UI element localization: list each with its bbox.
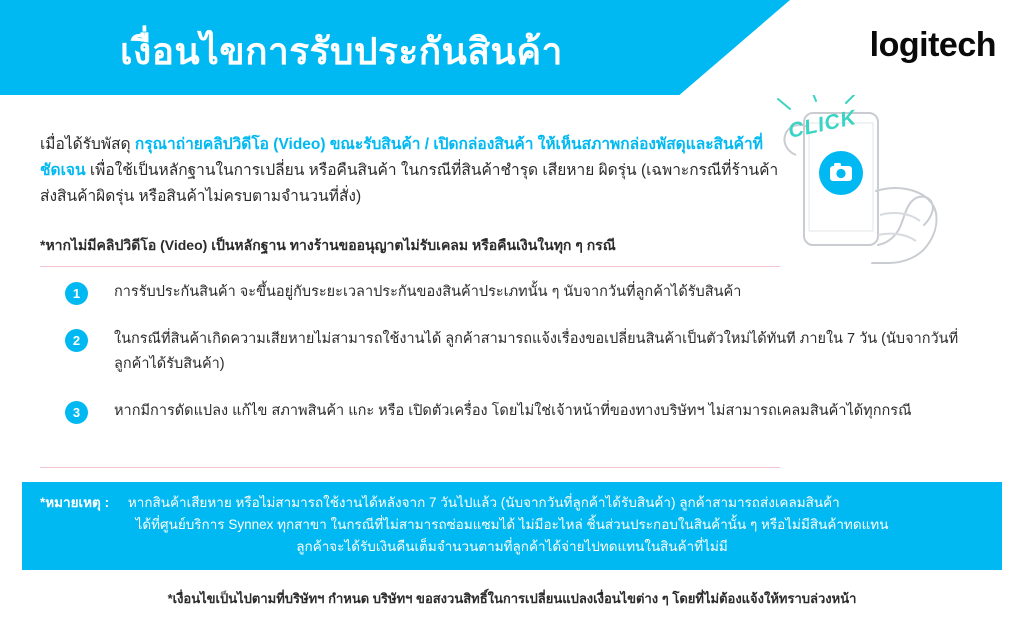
logitech-logo: logitech: [869, 26, 996, 64]
list-item: [40, 399, 990, 424]
page-title: เงื่อนไขการรับประกันสินค้า: [120, 31, 563, 72]
intro-highlight: กรุณาถ่ายคลิปวิดีโอ (Video) ขณะรับสินค้า / เปิดกล่องสินค้า ให้เห็นสภาพกล่องพัสดุและสินค้าที่ชัดเจน: [40, 136, 763, 179]
list-item-number: 3: [65, 401, 88, 424]
divider-top: [40, 266, 780, 267]
list-item-number: 1: [65, 282, 88, 305]
remark-label: *หมายเหตุ :: [40, 495, 110, 510]
intro-part1: เมื่อได้รับพัสดุ: [40, 136, 135, 153]
intro-part2: เพื่อใช้เป็นหลักฐานในการเปลี่ยน หรือคืนสินค้า ในกรณีที่สินค้าชำรุด เสียหาย ผิดรุ่น (เฉพาะกรณีที่ร้านค้าส่งสินค้าผิดรุ่น หรือสินค้าไม่ครบตามจำนวนที่สั่ง): [40, 162, 779, 205]
list-item-text: หากมีการดัดแปลง แก้ไข สภาพสินค้า แกะ หรือ เปิดตัวเครื่อง โดยไม่ใช่เจ้าหน้าที่ของทางบริษัทฯ ไม่สามารถเคลมสินค้าได้ทุกกรณี: [114, 403, 912, 419]
list-item-number: 2: [65, 329, 88, 352]
intro-note: *หากไม่มีคลิปวิดีโอ (Video) เป็นหลักฐาน ทางร้านขออนุญาตไม่รับเคลม หรือคืนเงินในทุก ๆ กรณี: [40, 237, 616, 253]
click-label: CLICK: [786, 106, 859, 143]
intro-paragraph: [40, 132, 780, 210]
remark-line-1: [40, 492, 984, 514]
divider-bottom: [40, 467, 780, 468]
remark-line-3: ลูกค้าจะได้รับเงินคืนเต็มจำนวนตามที่ลูกค้าได้จ่ายไปทดแทนในสินค้าที่ไม่มี: [296, 539, 728, 554]
conditions-list: [40, 280, 990, 446]
remark-line-2: ได้ที่ศูนย์บริการ Synnex ทุกสาขา ในกรณีที่ไม่สามารถซ่อมแซมได้ ไม่มีอะไหล่ ชิ้นส่วนประกอบในสินค้านั้น ๆ หรือไม่มีสินค้าทดแทน: [135, 517, 889, 532]
list-item: [40, 327, 990, 377]
list-item-text: ในกรณีที่สินค้าเกิดความเสียหายไม่สามารถใช้งานได้ ลูกค้าสามารถแจ้งเรื่องขอเปลี่ยนสินค้าเป็นตัวใหม่ได้ทันที ภายใน 7 วัน (นับจากวันที่ลูกค้าได้รับสินค้า): [114, 331, 959, 372]
list-item-text: การรับประกันสินค้า จะขึ้นอยู่กับระยะเวลาประกันของสินค้าประเภทนั้น ๆ นับจากวันที่ลูกค้าได้รับสินค้า: [114, 284, 742, 300]
remark-box: [22, 482, 1002, 570]
footer-disclaimer: *เงื่อนไขเป็นไปตามที่บริษัทฯ กำหนด บริษัทฯ ขอสงวนสิทธิ์ในการเปลี่ยนแปลงเงื่อนไขต่าง ๆ โดยที่ไม่ต้องแจ้งให้ทราบล่วงหน้า: [167, 591, 857, 606]
phone-camera-illustration: [776, 95, 1006, 280]
list-item: [40, 280, 990, 305]
page-header: [0, 0, 1024, 95]
remark-text-1: หากสินค้าเสียหาย หรือไม่สามารถใช้งานได้หลังจาก 7 วันไปแล้ว (นับจากวันที่ลูกค้าได้รับสินค้า) ลูกค้าสามารถส่งเคลมสินค้า: [127, 495, 840, 510]
